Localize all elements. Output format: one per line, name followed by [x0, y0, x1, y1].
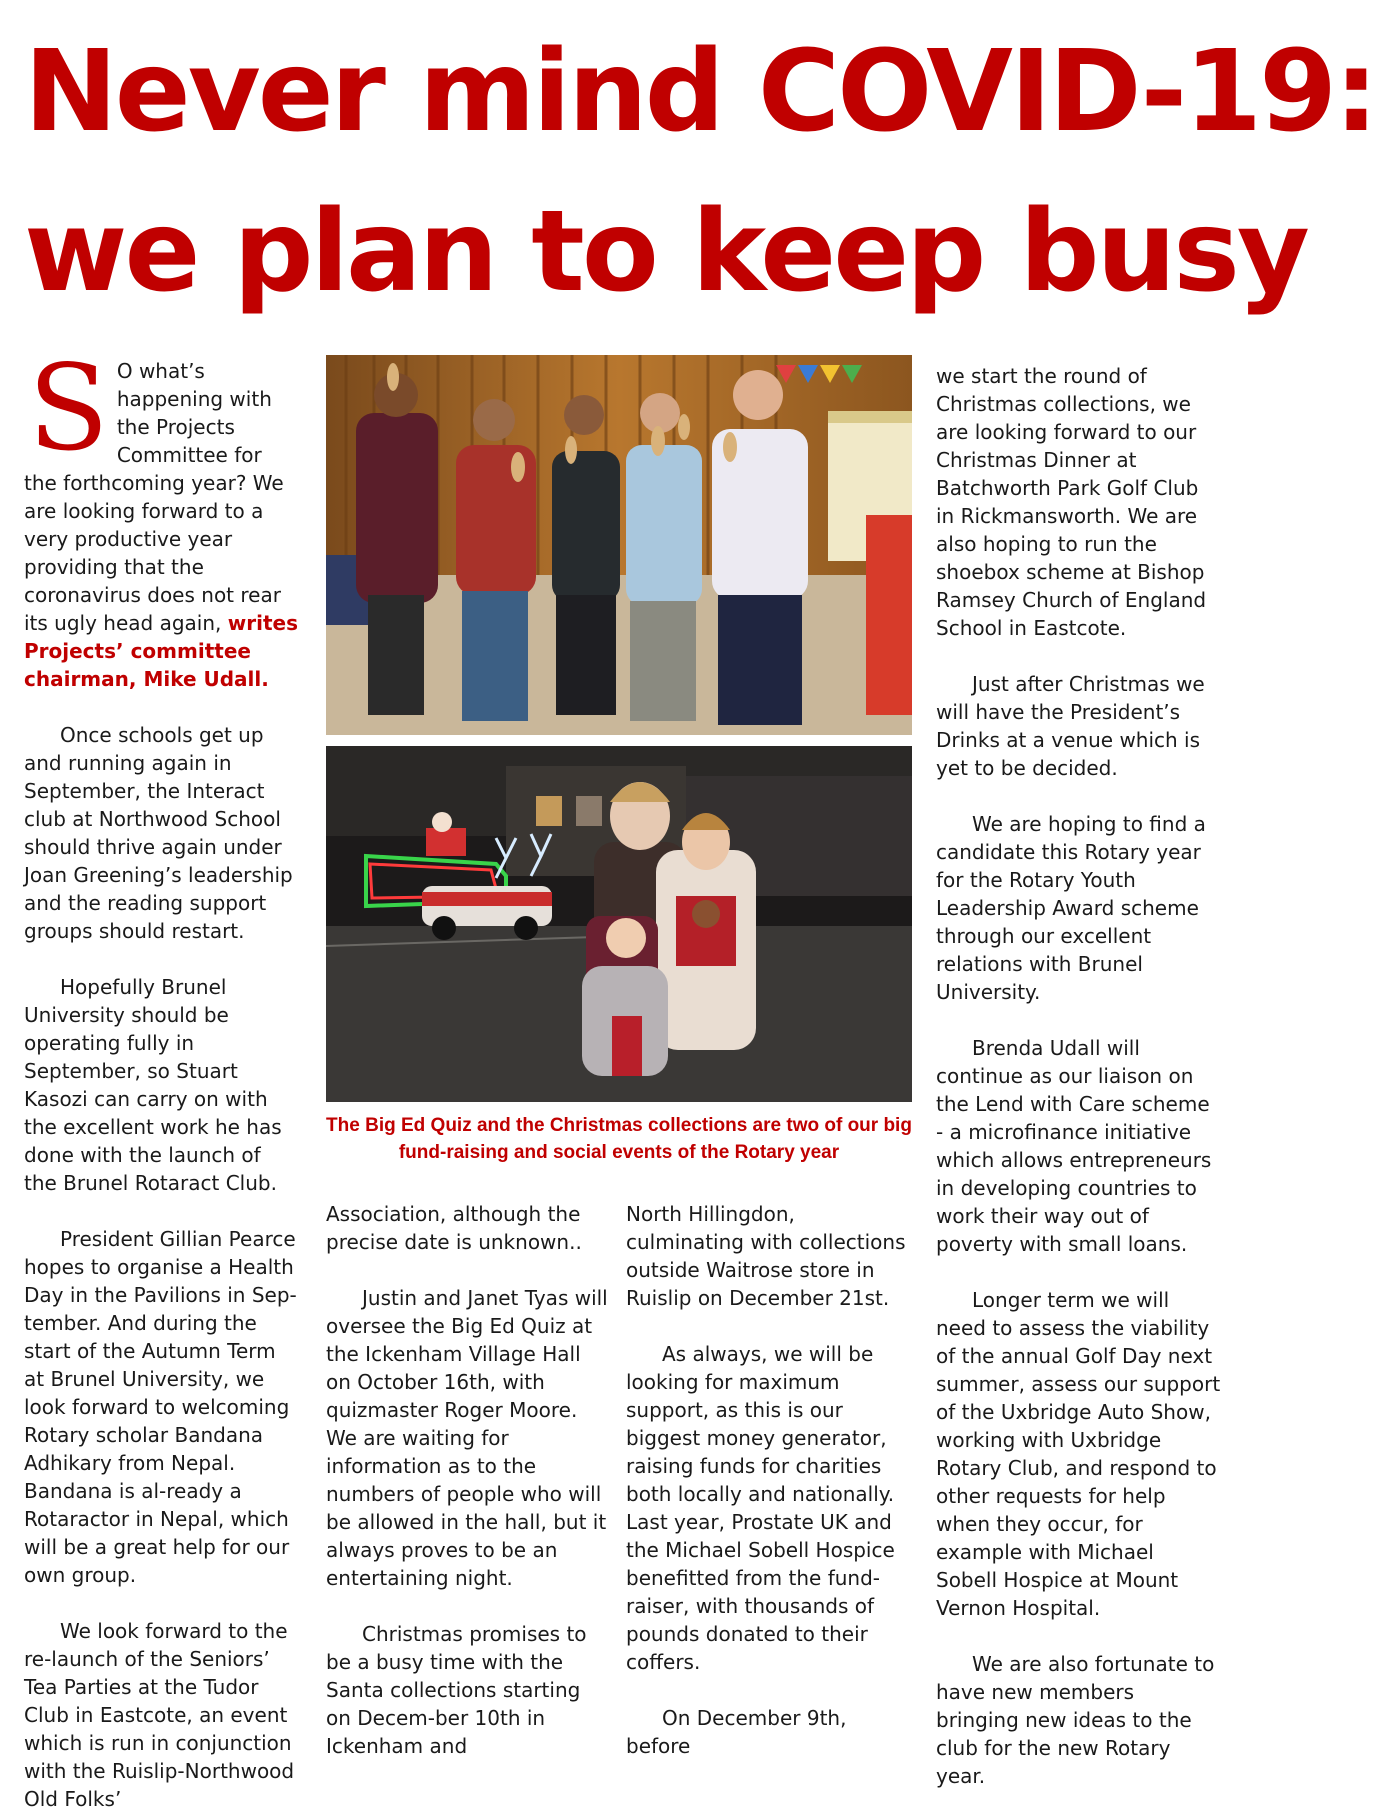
paragraph-interact: Once schools get up and running again in September, the Interact club at Northwood School should thrive again under Joan Greening’s leadership and the reading support groups should restart. [24, 723, 293, 943]
intro-paragraph [24, 339, 299, 693]
paragraph-new-members: We are also fortunate to have new members bringing new ideas to the club for the new Rotary year. [936, 1652, 1215, 1788]
intro-text: O what’s happening with the Projects Committee for the forthcoming year? We are looking forward to a very productive year providing that the coronavirus does not rear its ugly head again, [24, 359, 284, 635]
quiz-photo-illustration [326, 355, 912, 735]
article-column-2 [326, 1200, 611, 1760]
paragraph-brunel: Hopefully Brunel University should be operating fully in September, so Stuart Kasozi can carry on with the excellent work he has done with the launch of the Brunel Rotaract Club. [24, 975, 282, 1195]
photo-caption: The Big Ed Quiz and the Christmas collections are two of our big fund-raising and social events of the Rotary year [326, 1115, 912, 1163]
christmas-photo-illustration [326, 746, 912, 1102]
headline-line-2: we plan to keep busy [24, 187, 1307, 317]
drop-cap: S [28, 339, 109, 477]
paragraph-longer-term: Longer term we will need to assess the viability of the annual Golf Day next summer, assess our support of the Uxbridge Auto Show, working with Uxbridge Rotary Club, and respond to other requests for help when they occur, for example with Michael Sobell Hospice at Mount Vernon Hospital. [936, 1288, 1221, 1620]
article-column-4 [936, 362, 1221, 1790]
paragraph-support: As always, we will be looking for maximum support, as this is our biggest money generator, raising funds for charities both locally and nationally. Last year, Prostate UK and the Michael Sobell Hospice benefitted from the fund-raiser, with thousands of pounds donated to their coffers. [626, 1342, 895, 1674]
byline: writes Projects’ committee chairman, Mike Udall. [24, 611, 298, 691]
paragraph-youth-leadership: We are hoping to find a candidate this Rotary year for the Rotary Youth Leadership Award scheme through our excellent relations with Brunel University. [936, 812, 1206, 1004]
paragraph-christmas: Christmas promises to be a busy time with the Santa collections starting on Decem-ber 10th in Ickenham and [326, 1622, 587, 1758]
paragraph-hillingdon: North Hillingdon, culminating with collections outside Waitrose store in Ruislip on December 21st. [626, 1202, 906, 1310]
paragraph-presidents-drinks: Just after Christmas we will have the President’s Drinks at a venue which is yet to be decided. [936, 672, 1205, 780]
christmas-collection-photo [326, 746, 912, 1102]
headline-line-1: Never mind COVID-19: [24, 27, 1376, 157]
paragraph-december-9: On December 9th, before [626, 1706, 847, 1758]
article-column-1 [24, 339, 299, 1813]
paragraph-health-day: President Gillian Pearce hopes to organise a Health Day in the Pavilions in Sep-tember. And during the start of the Autumn Term at Brunel University, we look forward to welcoming Rotary scholar Bandana Adhikary from Nepal. Bandana is al-ready a Rotaractor in Nepal, which will be a great help for our own group. [24, 1227, 297, 1587]
quiz-group-photo [326, 355, 912, 735]
article-column-3 [626, 1200, 911, 1760]
paragraph-lend-with-care: Brenda Udall will continue as our liaison on the Lend with Care scheme - a microfinance initiative which allows entrepreneurs in developing countries to work their way out of poverty with small loans. [936, 1036, 1212, 1256]
paragraph-tea-parties: We look forward to the re-launch of the Seniors’ Tea Parties at the Tudor Club in Eastcote, an event which is run in conjunction with the Ruislip-Northwood Old Folks’ [24, 1619, 295, 1811]
paragraph-association: Association, although the precise date is unknown.. [326, 1202, 582, 1254]
paragraph-big-ed-quiz: Justin and Janet Tyas will oversee the Big Ed Quiz at the Ickenham Village Hall on October 16th, with quizmaster Roger Moore. We are waiting for information as to the numbers of people who will be allowed in the hall, but it always proves to be an entertaining night. [326, 1286, 608, 1590]
paragraph-christmas-dinner: we start the round of Christmas collections, we are looking forward to our Christmas Dinner at Batchworth Park Golf Club in Rickmansworth. We are also hoping to run the shoebox scheme at Bishop Ramsey Church of England School in Eastcote. [936, 364, 1207, 640]
